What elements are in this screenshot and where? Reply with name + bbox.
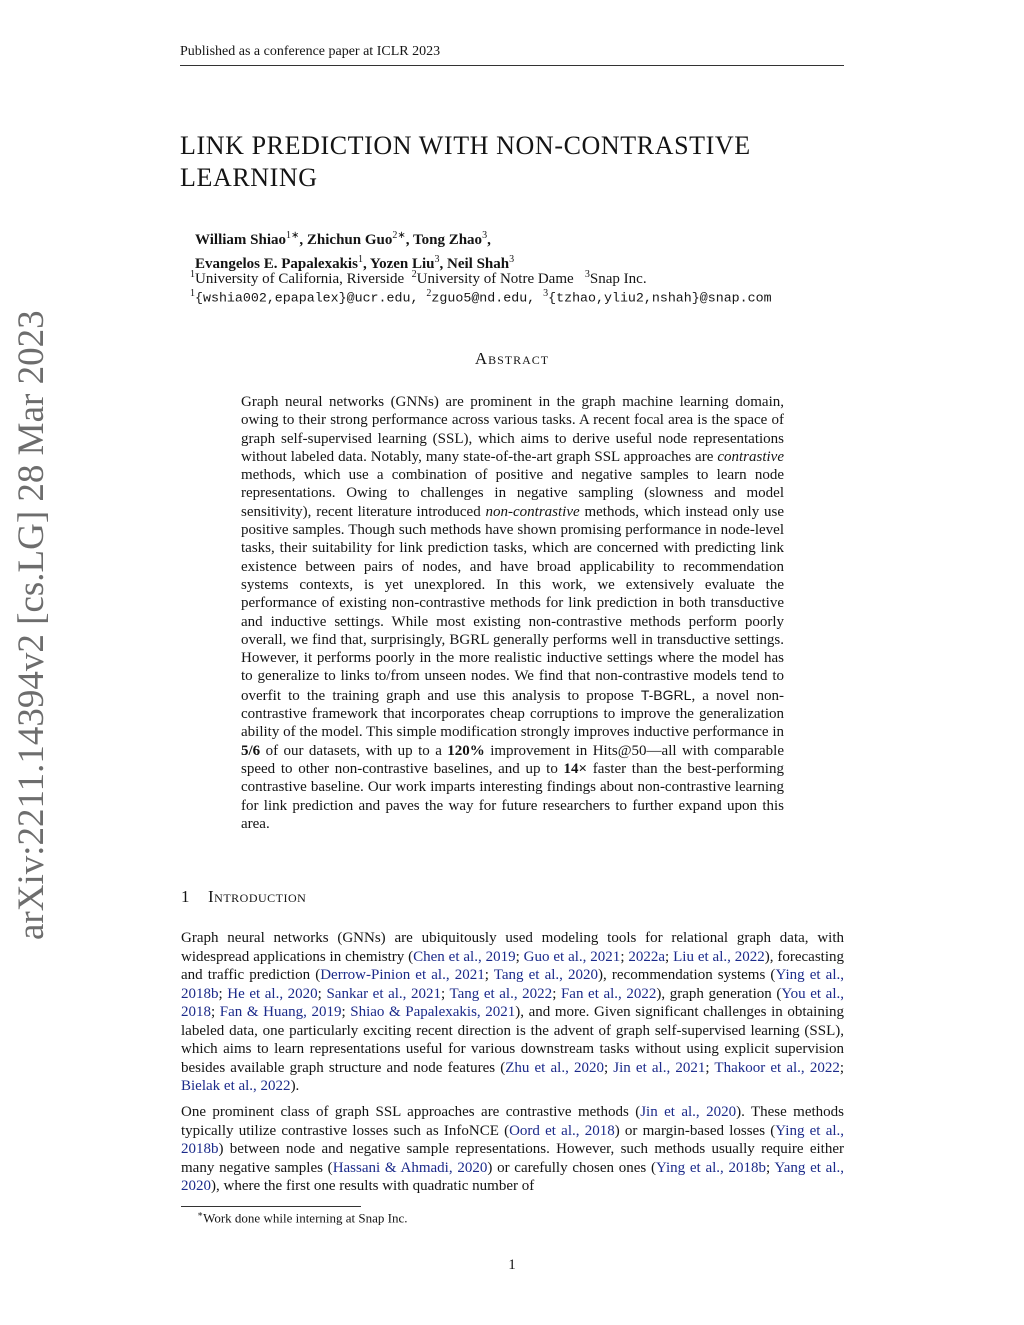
running-header: Published as a conference paper at ICLR 2023 — [180, 44, 441, 59]
body-text: ; — [839, 1059, 844, 1076]
affil-sup: 1 — [286, 230, 291, 241]
email[interactable]: {tzhao,yliu2,nshah}@snap.com — [548, 290, 772, 306]
body-text: ), and more. Given significant challenges in obtaining labeled data, one particularly exciting recent direction is the advent of graph self-supervised learning (SSL), which aims to learn representations useful for various downstream tasks without using explicit supervision besides available graph structure and node features ( — [181, 1004, 844, 1076]
footnote-text: Work done while interning at Snap Inc. — [203, 1210, 408, 1226]
footnote-rule — [181, 1206, 361, 1207]
affil-sup: 2 — [426, 288, 432, 299]
email[interactable]: zguo5@nd.edu, — [431, 290, 536, 306]
citation-link[interactable]: Ying et al., 2018b — [181, 967, 844, 1002]
abstract-text: methods, which instead only use positive samples. Though such methods have shown promising performance in node-level tasks, their suitability for link prediction tasks, which are concerned with predicting link existence between pairs of nodes, and have broad applicability to recommendation systems contexts, is yet unexplored. In this work, we extensively evaluate the performance of existing non-contrastive methods for link prediction in both transductive and inductive settings. While most existing non-contrastive methods perform poorly overall, we find that, surprisingly, BGRL generally performs well in transductive settings. However, it performs poorly in the more realistic inductive settings where the model has to generalize to links to/from unseen nodes. We find that non-contrastive models tend to overfit to the training graph and use this analysis to propose — [241, 503, 784, 704]
abstract-text: methods, which use a combination of positive and negative samples to learn node representations. Owing to challenges in negative sampling (slowness and model sensitivity), recent literature introduced — [241, 467, 784, 520]
author-name: Yozen Liu — [369, 256, 435, 272]
citation-link[interactable]: Chen et al., 2019 — [413, 948, 516, 965]
body-text: ; — [484, 967, 494, 983]
abstract-heading: Abstract — [474, 349, 550, 368]
author-name: Zhichun Guo — [306, 232, 393, 248]
page-number: 1 — [508, 1257, 516, 1273]
body-text: ; — [705, 1059, 715, 1076]
abstract-text: Graph neural networks (GNNs) are prominent in the graph machine learning domain, owing to their strong performance across various tasks. A recent focal area is the space of graph self-supervised learning (SSL), which aims to derive useful node representations without labeled data. Notably, many state-of-the-art graph SSL approaches are — [241, 394, 784, 465]
citation-link[interactable]: Ying et al., 2018b — [181, 1122, 845, 1157]
citation-link[interactable]: Ying et al., 2018b — [655, 1159, 767, 1176]
abstract-text: improvement in Hits@50—all with comparable speed to other non-contrastive baselines, and up to — [241, 742, 785, 777]
body-text: ), where the first one results with quadratic number of — [211, 1178, 535, 1194]
affil-sup: 2 — [392, 230, 398, 241]
citation-link[interactable]: Zhu et al., 2020 — [505, 1059, 604, 1076]
citation-link[interactable]: Thakoor et al., 2022 — [714, 1059, 840, 1076]
citation-link[interactable]: Sankar et al., 2021 — [326, 985, 442, 1002]
citation-link[interactable]: Oord et al., 2018 — [509, 1122, 615, 1139]
abstract-bold: 120% — [447, 742, 485, 759]
body-text: ), graph generation ( — [656, 985, 782, 1002]
body-text: ; — [603, 1059, 614, 1076]
citation-link[interactable]: Tang et al., 2020 — [493, 967, 599, 983]
affil-sup: 1 — [190, 288, 195, 299]
affil-sup: 3 — [584, 269, 590, 280]
author-list: William Shiao$^{1∗}$, Zhichun Guo$^{2∗}$, Tong Zhao$^3$, Evangelos E. Papalexakis$^1$, Yozen Liu$^3$, Neil Shah$^3$ — [195, 230, 515, 272]
title-initial: P — [251, 131, 267, 160]
abstract-text: of our datasets, with up to a — [260, 742, 448, 759]
star-mark: ∗ — [291, 230, 300, 241]
author-name: William Shiao — [195, 232, 286, 248]
method-name: T-BGRL — [640, 686, 692, 703]
affil-sup: 3 — [482, 230, 488, 241]
title-initial: L — [180, 163, 197, 192]
star-mark: ∗ — [397, 230, 406, 241]
section-heading — [181, 887, 306, 907]
title-text: INK — [196, 131, 252, 160]
affil-sup: 1 — [190, 269, 195, 280]
affil-sup: 2 — [411, 269, 417, 280]
citation-link[interactable]: Shiao & Papalexakis, 2021 — [350, 1004, 516, 1020]
body-text: ; — [441, 985, 450, 1002]
affil-sup: 3 — [434, 254, 440, 265]
affil-sup: 3 — [543, 288, 549, 299]
abstract-text: faster than the best-performing contrastive baseline. Our work imparts interesting findings about non-contrastive learning for link prediction and paves the way for future researchers to further expand upon this area. — [241, 760, 784, 832]
citation-link[interactable]: Derrow-Pinion et al., 2021 — [320, 967, 485, 983]
citation-link[interactable]: Fan et al., 2022 — [560, 985, 657, 1002]
title-text: ON — [515, 131, 555, 160]
citation-link[interactable]: Jin et al., 2020 — [640, 1104, 737, 1120]
body-text: ; — [766, 1159, 775, 1176]
title-initial: C — [563, 131, 582, 160]
email-list — [190, 284, 772, 307]
section-title: Introduction — [208, 887, 307, 906]
header-rule — [180, 65, 844, 66]
body-text: ). These methods typically utilize contrastive losses such as InfoNCE ( — [181, 1104, 845, 1139]
body-text: ) between node and negative sample representations. However, such methods usually require either many negative samples ( — [181, 1141, 844, 1176]
citation-link[interactable]: Liu et al., 2022 — [673, 948, 765, 965]
arxiv-stamp[interactable]: arXiv:2211.14394v2 [cs.LG] 28 Mar 2023 — [11, 310, 52, 940]
body-text: One prominent class of graph SSL approaches are contrastive methods ( — [181, 1104, 641, 1120]
body-text: ; — [218, 985, 228, 1002]
body-text: ), forecasting and traffic prediction ( — [181, 948, 845, 983]
title-text: REDICTION WITH — [266, 131, 497, 160]
email[interactable]: {wshia002,epapalex}@ucr.edu, — [195, 290, 419, 306]
citation-link[interactable]: Yang et al., 2020 — [181, 1159, 844, 1194]
affil-sup: 3 — [509, 254, 515, 265]
author-name: Evangelos E. Papalexakis — [195, 256, 358, 272]
title-text: - — [554, 131, 564, 160]
intro-paragraph-2 — [181, 1103, 844, 1196]
body-text: ; — [620, 948, 629, 965]
intro-paragraph-1 — [181, 929, 844, 1096]
body-text: ; — [211, 1004, 220, 1020]
citation-link[interactable]: Fan & Huang, 2019 — [219, 1004, 342, 1020]
footnote — [197, 1209, 408, 1226]
body-text: ) or carefully chosen ones ( — [487, 1159, 656, 1176]
affiliation: Snap Inc. — [589, 271, 647, 287]
body-text: ; — [552, 985, 561, 1002]
author-name: Tong Zhao — [412, 232, 483, 248]
title-initial: N — [496, 131, 516, 160]
affiliation: University of California, Riverside — [195, 271, 405, 287]
abstract-text: , a novel non-contrastive framework that incorporates cheap corruptions to improve the generalization ability of the model. This simple modification strongly improves inductive performance in — [241, 687, 785, 741]
footnote-mark: ∗ — [197, 1209, 204, 1219]
affiliation: University of Notre Dame — [416, 271, 574, 287]
citation-link[interactable]: Jin et al., 2021 — [613, 1059, 706, 1076]
abstract-bold: 14× — [563, 760, 588, 777]
abstract-bold: 5/6 — [241, 742, 261, 759]
section-number: 1 — [181, 887, 190, 906]
citation-link[interactable]: Bielak et al., 2022 — [181, 1078, 291, 1094]
body-text: ; — [665, 948, 674, 965]
body-text: ) or margin-based losses ( — [614, 1122, 776, 1139]
citation-link[interactable]: Tang et al., 2022 — [449, 985, 553, 1002]
affil-sup: 1 — [357, 254, 363, 265]
title-initial: L — [180, 131, 197, 160]
citation-link[interactable]: You et al., 2018 — [181, 985, 845, 1020]
title-text: ONTRASTIVE — [581, 131, 751, 160]
citation-link[interactable]: Hassani & Ahmadi, 2020 — [332, 1159, 488, 1176]
body-text: ; — [341, 1004, 351, 1020]
body-text: ), recommendation systems ( — [598, 967, 776, 983]
abstract-emphasis: non-contrastive — [485, 503, 580, 520]
abstract-emphasis: contrastive — [717, 448, 784, 465]
body-text: Graph neural networks (GNNs) are ubiquitously used modeling tools for relational graph data, with widespread applications in chemistry ( — [181, 930, 844, 965]
abstract-body — [241, 393, 784, 833]
citation-link[interactable]: He et al., 2020 — [227, 985, 318, 1002]
body-text: ; — [515, 948, 524, 965]
citation-link[interactable]: 2022a — [628, 948, 666, 965]
author-name: Neil Shah — [447, 256, 510, 272]
title-text: EARNING — [196, 163, 318, 192]
citation-link[interactable]: Guo et al., 2021 — [523, 948, 621, 965]
body-text: ; — [317, 985, 327, 1002]
body-text: ). — [290, 1078, 300, 1094]
paper-title — [180, 130, 840, 194]
